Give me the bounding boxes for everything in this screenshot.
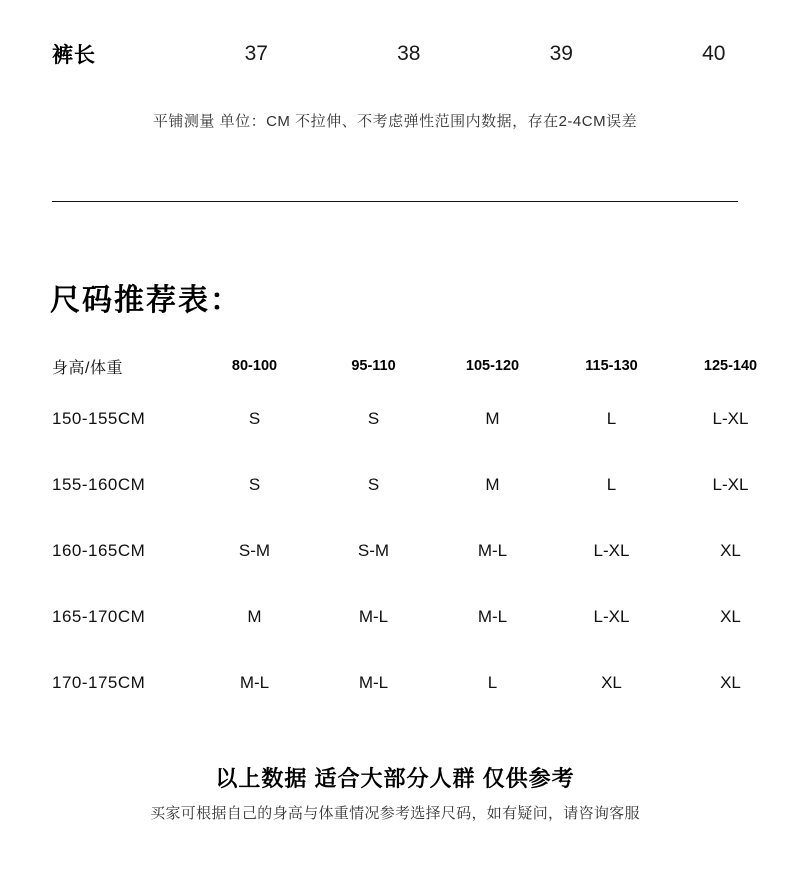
footer-headline: 以上数据 适合大部分人群 仅供参考	[215, 766, 575, 791]
table-cell-size: M	[247, 607, 262, 626]
table-cell-size: M-L	[239, 673, 270, 692]
measurement-row	[0, 34, 790, 74]
table-cell-size: XL	[720, 541, 741, 560]
measurement-value: 39	[549, 42, 573, 65]
table-row	[0, 518, 790, 584]
table-cell-size: S-M	[357, 541, 390, 560]
table-cell-size: S	[367, 475, 380, 494]
measurement-value: 40	[702, 42, 726, 65]
page-title: 尺码推荐表：	[50, 284, 242, 317]
measurement-note: 平铺测量 单位：CM 不拉伸、不考虑弹性范围内数据，存在2-4CM误差	[152, 113, 638, 130]
row-header-height: 155-160CM	[52, 475, 146, 494]
row-header-height: 170-175CM	[52, 673, 146, 692]
table-cell-size: M	[485, 475, 500, 494]
measurement-label: 裤长	[52, 44, 96, 67]
table-cell-size: L-XL	[593, 541, 630, 560]
table-cell-size: M-L	[358, 607, 389, 626]
table-row	[0, 386, 790, 452]
row-header-height: 160-165CM	[52, 541, 146, 560]
column-header: 125-140	[703, 358, 758, 374]
column-header: 95-110	[351, 358, 396, 374]
column-header: 105-120	[465, 358, 520, 374]
table-cell-size: L-XL	[712, 409, 749, 428]
table-cell-size: S	[367, 409, 380, 428]
footer-subtext: 买家可根据自己的身高与体重情况参考选择尺码，如有疑问，请咨询客服	[150, 805, 640, 822]
table-cell-size: M-L	[477, 541, 508, 560]
measurement-value: 37	[244, 42, 268, 65]
measurement-value: 38	[397, 42, 421, 65]
table-cell-size: L-XL	[712, 475, 749, 494]
table-row	[0, 584, 790, 650]
section-divider	[52, 201, 738, 202]
table-cell-size: XL	[720, 607, 741, 626]
size-recommendation-table	[0, 346, 790, 716]
table-cell-size: XL	[720, 673, 741, 692]
table-cell-size: S-M	[238, 541, 271, 560]
table-cell-size: L	[487, 673, 498, 692]
table-cell-size: L	[606, 475, 617, 494]
table-cell-size: M	[485, 409, 500, 428]
table-cell-size: L-XL	[593, 607, 630, 626]
table-cell-size: S	[248, 409, 261, 428]
row-header-height: 165-170CM	[52, 607, 146, 626]
table-row	[0, 650, 790, 716]
table-cell-size: M-L	[358, 673, 389, 692]
table-corner-label: 身高/体重	[52, 359, 123, 377]
table-cell-size: S	[248, 475, 261, 494]
column-header: 80-100	[231, 358, 278, 374]
table-row	[0, 452, 790, 518]
column-header: 115-130	[585, 358, 638, 374]
row-header-height: 150-155CM	[52, 409, 146, 428]
table-cell-size: XL	[601, 673, 622, 692]
table-cell-size: L	[606, 409, 617, 428]
table-cell-size: M-L	[477, 607, 508, 626]
table-header-row	[0, 346, 790, 386]
